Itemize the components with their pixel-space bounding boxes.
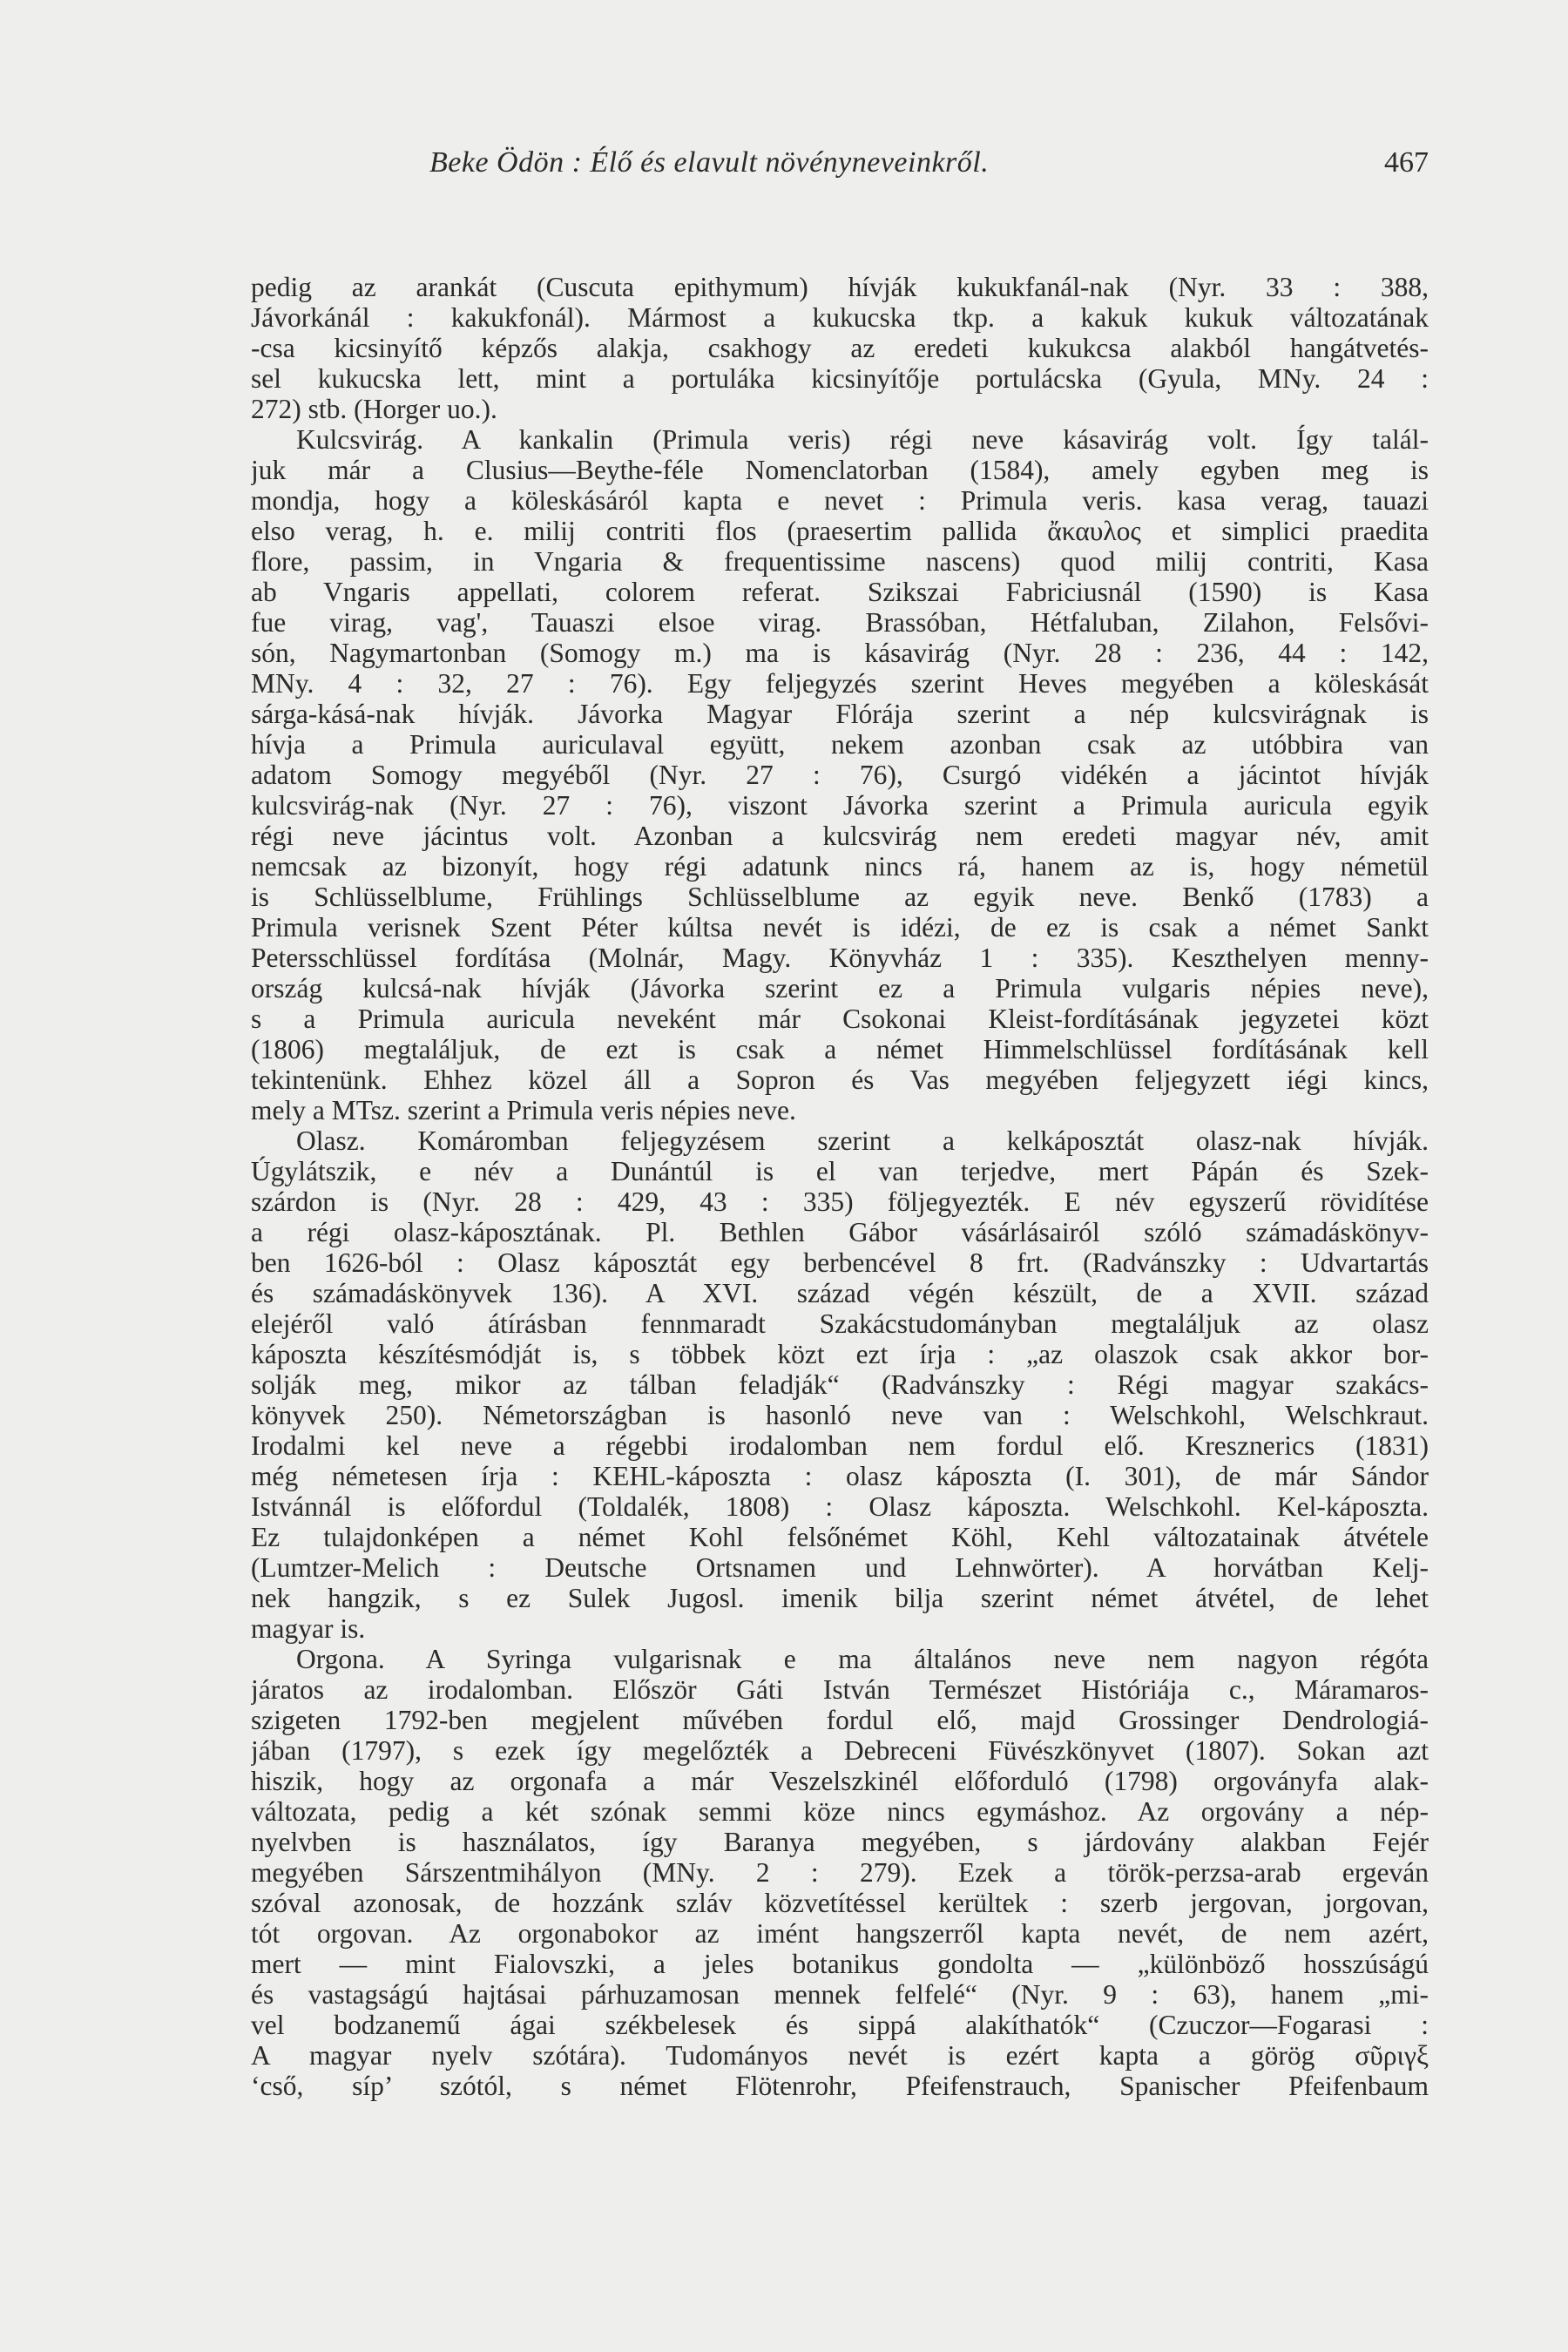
text-line: (Lumtzer-Melich : Deutsche Ortsnamen und Lehnwörter). A horvátban Kelj- [251,1552,1429,1583]
text-line: nemcsak az bizonyít, hogy régi adatunk nincs rá, hanem az is, hogy németül [251,851,1429,882]
text-line: Jávorkánál : kakukfonál). Mármost a kukucska tkp. a kakuk kukuk változatának [251,302,1429,333]
text-line: A magyar nyelv szótára). Tudományos nevét is ezért kapta a görög σῦριγξ [251,2040,1429,2071]
text-line: a régi olasz-káposztának. Pl. Bethlen Gábor vásárlásairól szóló számadáskönyv- [251,1217,1429,1247]
text-line: még németesen írja : KEHL-káposzta : olasz káposzta (I. 301), de már Sándor [251,1461,1429,1491]
text-line: Úgylátszik, e név a Dunántúl is el van terjedve, mert Pápán és Szek- [251,1156,1429,1186]
text-line: szárdon is (Nyr. 28 : 429, 43 : 335) följegyezték. E név egyszerű rövidítése [251,1186,1429,1217]
text-line: nek hangzik, s ez Sulek Jugosl. imenik bilja szerint német átvétel, de lehet [251,1583,1429,1613]
text-line: kulcsvirág-nak (Nyr. 27 : 76), viszont Jávorka szerint a Primula auricula egyik [251,790,1429,821]
text-line: tót orgovan. Az orgonabokor az imént hangszerről kapta nevét, de nem azért, [251,1918,1429,1949]
text-line: Istvánnál is előfordul (Toldalék, 1808) : Olasz káposzta. Welschkohl. Kel-káposzta. [251,1491,1429,1522]
text-line: szigeten 1792-ben megjelent művében fordul elő, majd Grossinger Dendrologiá- [251,1705,1429,1735]
text-line: tekintenünk. Ehhez közel áll a Sopron és Vas megyében feljegyzett iégi kincs, [251,1064,1429,1095]
text-line: régi neve jácintus volt. Azonban a kulcsvirág nem eredeti magyar név, amit [251,821,1429,851]
running-title: Beke Ödön : Élő és elavult növényneveinkről. [429,146,990,179]
text-line: Primula verisnek Szent Péter kúltsa nevét is idézi, de ez is csak a német Sankt [251,912,1429,943]
text-line: könyvek 250). Németországban is hasonló neve van : Welschkohl, Welschkraut. [251,1400,1429,1430]
text-line: káposzta készítésmódját is, s többek közt ezt írja : „az olaszok csak akkor bor- [251,1339,1429,1369]
text-line: és számadáskönyvek 136). A XVI. század végén készült, de a XVII. század [251,1278,1429,1308]
text-line: solják meg, mikor az tálban feladják“ (Radvánszky : Régi magyar szakács- [251,1369,1429,1400]
text-line: Ez tulajdonképen a német Kohl felsőnémet Köhl, Kehl változatainak átvétele [251,1522,1429,1552]
text-line: és vastagságú hajtásai párhuzamosan mennek felfelé“ (Nyr. 9 : 63), hanem „mi- [251,1979,1429,2010]
text-line: fue virag, vag', Tauaszi elsoe virag. Brassóban, Hétfaluban, Zilahon, Felsővi- [251,607,1429,638]
text-line: ‘cső, síp’ szótól, s német Flötenrohr, Pfeifenstrauch, Spanischer Pfeifenbaum [251,2071,1429,2101]
text-line: -csa kicsinyítő képzős alakja, csakhogy az eredeti kukukcsa alakból hangátvetés- [251,333,1429,363]
paragraph-start-orgona: Orgona. A Syringa vulgarisnak e ma általános neve nem nagyon régóta [296,1644,1429,1674]
text-line: magyar is. [251,1613,366,1644]
text-line: Petersschlüssel fordítása (Molnár, Magy. Könyvház 1 : 335). Keszthelyen menny- [251,943,1429,973]
text-line: sel kukucska lett, mint a portuláka kicsinyítője portulácska (Gyula, MNy. 24 : [251,363,1429,394]
text-line: flore, passim, in Vngaria & frequentissime nascens) quod milij contriti, Kasa [251,546,1429,577]
text-line: elso verag, h. e. milij contriti flos (praesertim pallida ἄκαυλος et simplici praedita [251,516,1429,546]
text-line: megyében Sárszentmihályon (MNy. 2 : 279). Ezek a török-perzsa-arab ergeván [251,1857,1429,1888]
text-line: vel bodzanemű ágai székbelesek és sippá alakíthatók“ (Czuczor—Fogarasi : [251,2010,1429,2040]
text-line: elejéről való átírásban fennmaradt Szakácstudományban megtaláljuk az olasz [251,1308,1429,1339]
body-text [251,272,1429,2101]
running-head [251,146,1429,188]
text-line: szóval azonosak, de hozzánk szláv közvetítéssel kerültek : szerb jergovan, jorgovan, [251,1888,1429,1918]
text-line: hiszik, hogy az orgonafa a már Veszelszkinél előforduló (1798) orgoványfa alak- [251,1766,1429,1796]
text-line: 272) stb. (Horger uo.). [251,394,497,424]
text-line: mert — mint Fialovszki, a jeles botanikus gondolta — „különböző hosszúságú [251,1949,1429,1979]
text-line: járatos az irodalomban. Először Gáti István Természet Históriája c., Máramaros- [251,1674,1429,1705]
text-line: adatom Somogy megyéből (Nyr. 27 : 76), Csurgó vidékén a jácintot hívják [251,760,1429,790]
paragraph-start-kulcsvirag: Kulcsvirág. A kankalin (Primula veris) régi neve kásavirág volt. Így talál- [296,424,1429,455]
text-line: mondja, hogy a köleskásáról kapta e nevet : Primula veris. kasa verag, tauazi [251,485,1429,516]
text-line: MNy. 4 : 32, 27 : 76). Egy feljegyzés szerint Heves megyében a köleskását [251,668,1429,699]
text-line: nyelvben is használatos, így Baranya megyében, s járdovány alakban Fejér [251,1827,1429,1857]
text-line: ország kulcsá-nak hívják (Jávorka szerint ez a Primula vulgaris népies neve), [251,973,1429,1004]
text-line: jában (1797), s ezek így megelőzték a Debreceni Füvészkönyvet (1807). Sokan azt [251,1735,1429,1766]
text-line: ab Vngaris appellati, colorem referat. Szikszai Fabriciusnál (1590) is Kasa [251,577,1429,607]
text-line: juk már a Clusius—Beythe-féle Nomenclatorban (1584), amely egyben meg is [251,455,1429,485]
text-line: változata, pedig a két szónak semmi köze nincs egymáshoz. Az orgovány a nép- [251,1796,1429,1827]
text-line: pedig az arankát (Cuscuta epithymum) hívják kukukfanál-nak (Nyr. 33 : 388, [251,272,1429,302]
text-line: Irodalmi kel neve a régebbi irodalomban nem fordul elő. Kresznerics (1831) [251,1430,1429,1461]
text-line: mely a MTsz. szerint a Primula veris népies neve. [251,1095,796,1125]
text-line: (1806) megtaláljuk, de ezt is csak a német Himmelschlüssel fordításának kell [251,1034,1429,1064]
text-line: is Schlüsselblume, Frühlings Schlüsselblume az egyik neve. Benkő (1783) a [251,882,1429,912]
text-line: s a Primula auricula neveként már Csokonai Kleist-fordításának jegyzetei közt [251,1004,1429,1034]
text-line: hívja a Primula auriculaval együtt, nekem azonban csak az utóbbira van [251,729,1429,760]
paragraph-start-olasz: Olasz. Komáromban feljegyzésem szerint a kelkáposztát olasz-nak hívják. [296,1125,1429,1156]
page-number: 467 [1384,146,1429,179]
text-line: sárga-kásá-nak hívják. Jávorka Magyar Flórája szerint a nép kulcsvirágnak is [251,699,1429,729]
text-line: ben 1626-ból : Olasz káposztát egy berbencével 8 frt. (Radvánszky : Udvartartás [251,1247,1429,1278]
text-line: són, Nagymartonban (Somogy m.) ma is kásavirág (Nyr. 28 : 236, 44 : 142, [251,638,1429,668]
